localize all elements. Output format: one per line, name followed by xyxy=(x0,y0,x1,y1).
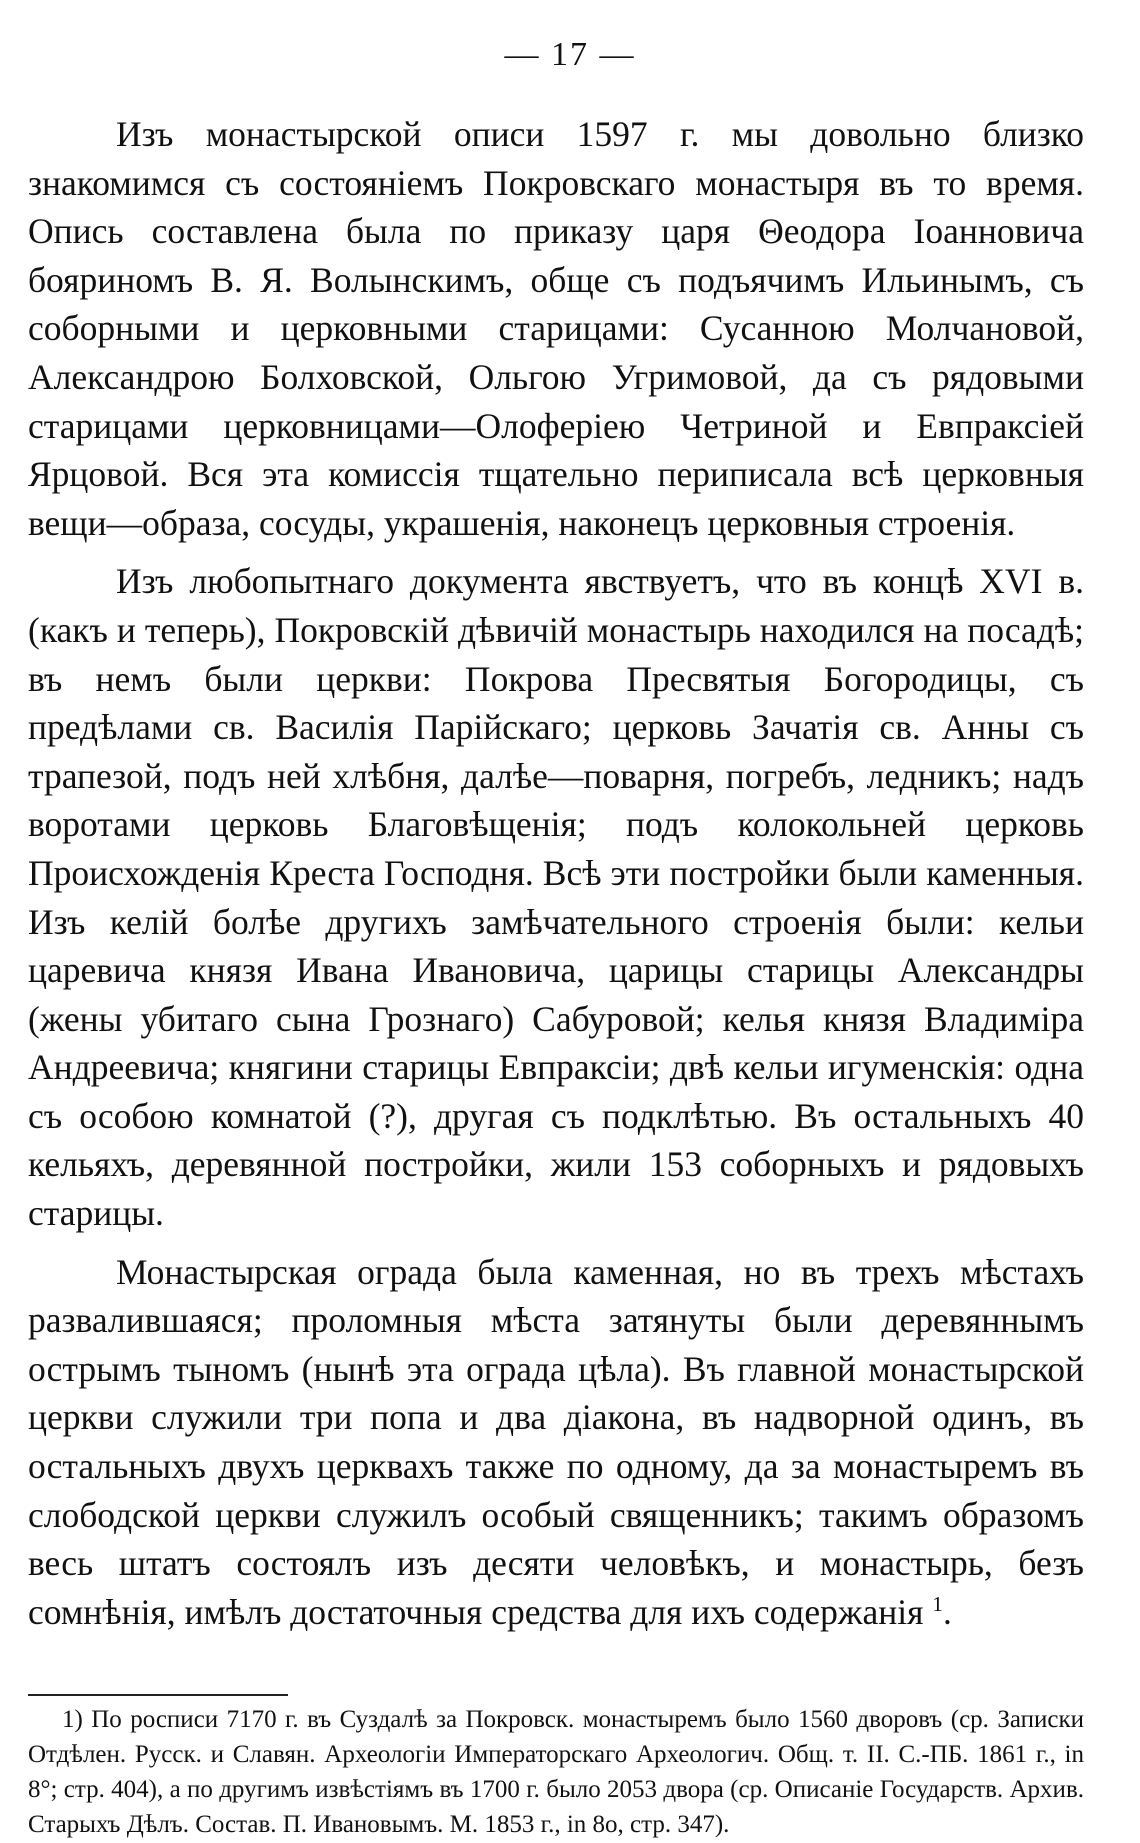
footnote-reference: 1 xyxy=(932,1592,943,1617)
paragraph-3 xyxy=(28,1248,1084,1637)
footnote-divider xyxy=(28,1694,288,1696)
page-number: — 17 — xyxy=(504,36,636,73)
footnote-marker: 1) xyxy=(62,1706,83,1733)
paragraph-3-text: Монастырская ограда была каменная, но въ трехъ мѣстахъ развалившаяся; проломныя мѣста затянуты были деревяннымъ острымъ тыномъ (нынѣ эта ограда цѣла). Въ главной монастырской церкви служили три попа и два діакона, въ надворной одинъ, въ остальныхъ двухъ церквахъ также по одному, да за монастыремъ въ слободской церкви служилъ особый священникъ; такимъ образомъ весь штатъ состоялъ изъ десяти человѣкъ, и монастырь, безъ сомнѣнія, имѣлъ достаточныя средства для ихъ содержанія xyxy=(28,1251,1084,1632)
paragraph-1: Изъ монастырской описи 1597 г. мы довольно близко знакомимся съ состояніемъ Покровскаго монастыря въ то время. Опись составлена была по приказу царя Θеодора Іоанновича бояриномъ В. Я. Волынскимъ, обще съ подъячимъ Ильинымъ, съ соборными и церковными старицами: Сусанною Молчановой, Александрою Болховской, Ольгою Угримовой, да съ рядовыми старицами церковницами—Олоферіею Четриной и Евпраксіей Ярцовой. Вся эта комиссія тщательно периписала всѣ церковныя вещи—образа, сосуды, украшенія, наконецъ церковныя строенія. xyxy=(28,114,1084,543)
main-text xyxy=(28,110,1084,1636)
footnote xyxy=(28,1702,1084,1842)
paragraph-3-tail: . xyxy=(942,1591,952,1632)
paragraph-2: Изъ любопытнаго документа явствуетъ, что въ концѣ XVI в. (какъ и теперь), Покровскій дѣвичій монастырь находился на посадѣ; въ немъ были церкви: Покрова Пресвятыя Богородицы, съ предѣлами св. Василія Парійскаго; церковь Зачатія св. Анны съ трапезой, подъ ней хлѣбня, далѣе—поварня, погребъ, ледникъ; надъ воротами церковь Благовѣщенія; подъ колокольней церковь Происхожденія Креста Господня. Всѣ эти постройки были каменныя. Изъ келій болѣе другихъ замѣчательного строенія были: кельи царевича князя Ивана Ивановича, царицы старицы Александры (жены убитаго сына Грознаго) Сабуровой; келья князя Владиміра Андреевича; княгини старицы Евпраксіи; двѣ кельи игуменскія: одна съ особою комнатой (?), другая съ подклѣтью. Въ остальныхъ 40 кельяхъ, деревянной постройки, жили 153 соборныхъ и рядовыхъ старицы. xyxy=(28,561,1084,1234)
footnote-text: По росписи 7170 г. въ Суздалѣ за Покровск. монастыремъ было 1560 дворовъ (ср. Записки Отдѣлен. Русск. и Славян. Археологіи Императорскаго Археологич. Общ. т. II. С.-ПБ. 1861 г., in 8°; стр. 404), а по другимъ извѣстіямъ въ 1700 г. было 2053 двора (ср. Описаніе Государств. Архив. Старыхъ Дѣлъ. Состав. П. Ивановымъ. М. 1853 г., in 8o, стр. 347). xyxy=(28,1706,1085,1838)
